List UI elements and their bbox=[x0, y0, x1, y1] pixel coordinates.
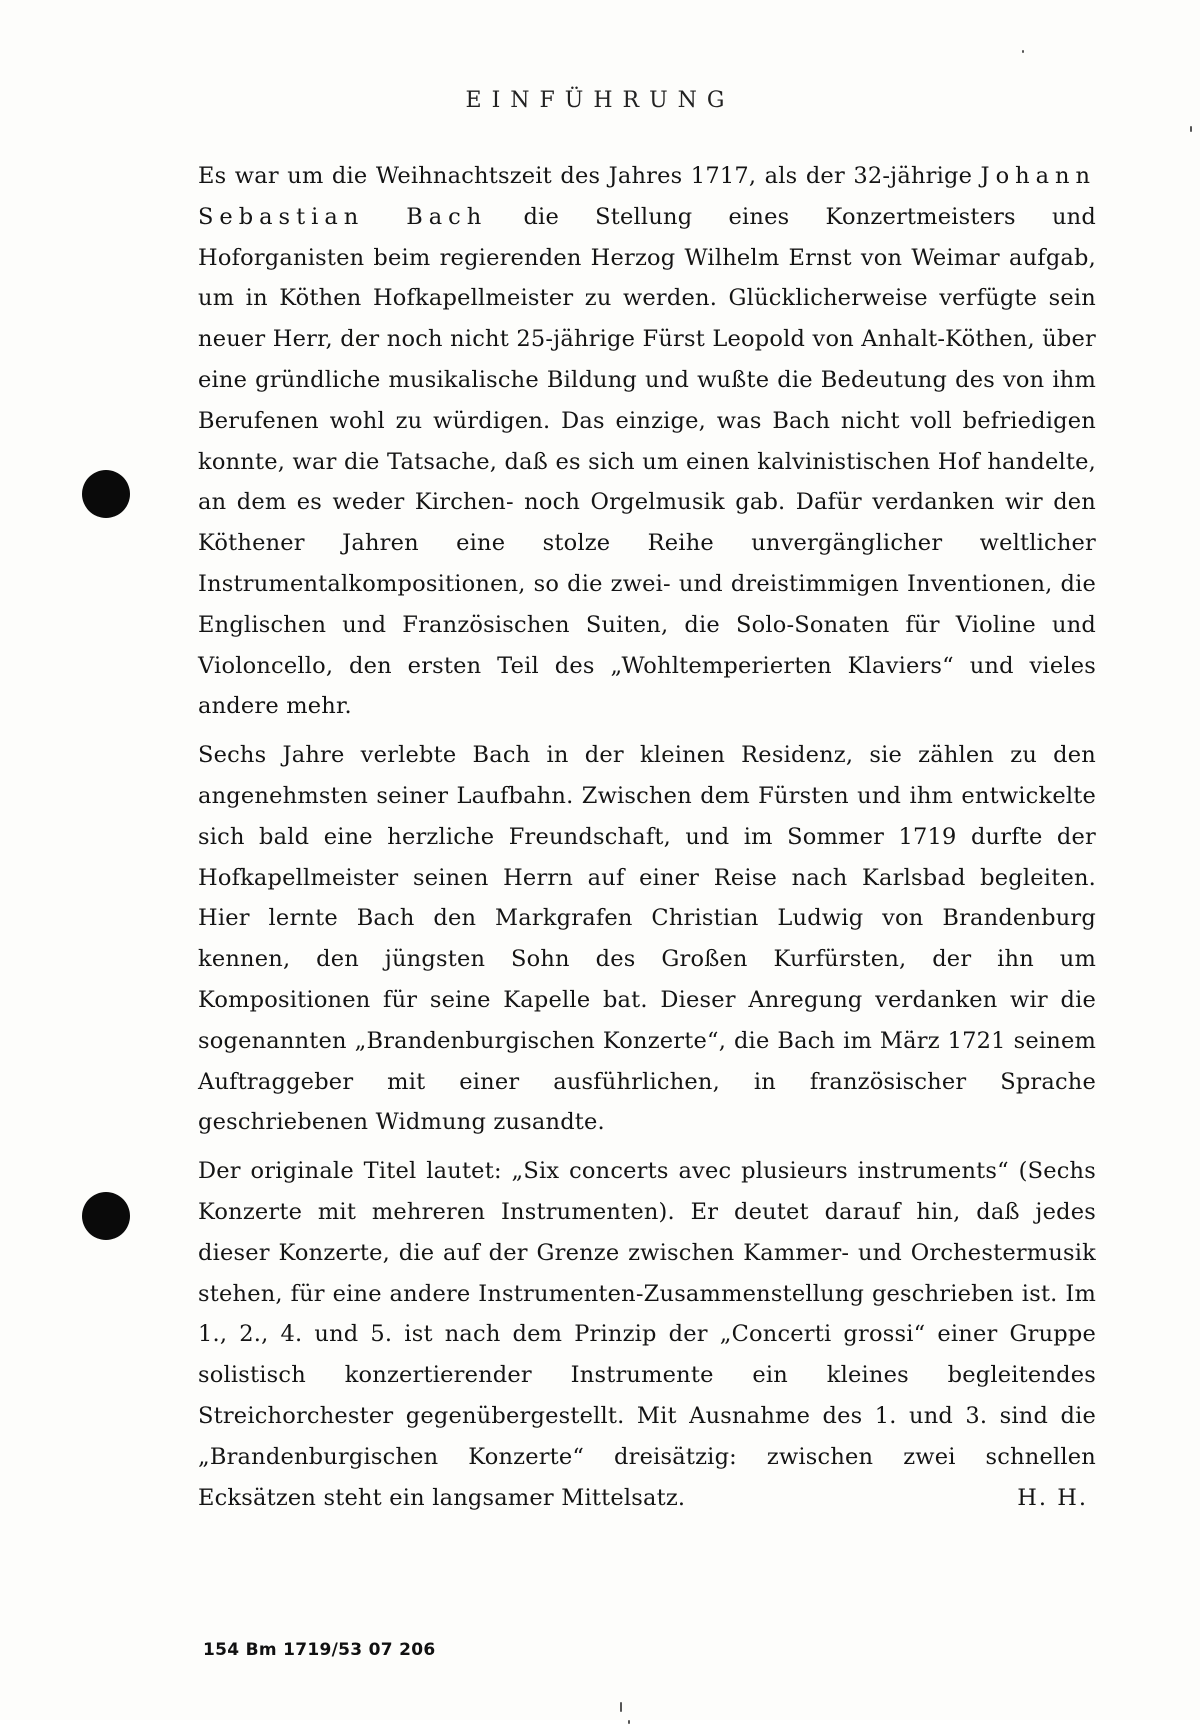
paragraph-text: die Stellung eines Konzertmeisters und Hoforganisten beim regierenden Herzog Wilhelm Ernst von Weimar aufgab, um in Köthen Hofkapellmeister zu werden. Glücklicherweise verfügte sein neuer Herr, der noch nicht 25-jährige Fürst Leopold von Anhalt-Köthen, über eine gründliche musikalische Bildung und wußte die Bedeutung des von ihm Berufenen wohl zu würdigen. Das einzige, was Bach nicht voll befriedigen konnte, war die Tatsache, daß es sich um einen kalvinistischen Hof handelte, an dem es weder Kirchen- noch Orgelmusik gab. Dafür verdanken wir den Köthener Jahren eine stolze Reihe unvergänglicher weltlicher Instrumentalkompositionen, so die zwei- und dreistimmigen Inventionen, die Englischen und Französischen Suiten, die Solo-Sonaten für Violine und Violoncello, den ersten Teil des „Wohltemperierten Klaviers“ und vieles andere mehr. bbox=[198, 203, 1096, 720]
scan-speck bbox=[1022, 50, 1024, 53]
body-text bbox=[198, 156, 1096, 1526]
page-title: EINFÜHRUNG bbox=[465, 88, 735, 113]
scan-speck bbox=[628, 1720, 630, 1724]
paragraph bbox=[198, 156, 1096, 727]
paragraph-text: Es war um die Weihnachtszeit des Jahres 1717, als der 32-jährige bbox=[198, 163, 981, 189]
paragraph bbox=[198, 735, 1096, 1143]
catalog-number: 154 Bm 1719/53 07 206 bbox=[203, 1640, 436, 1660]
paragraph-text: Der originale Titel lautet: „Six concerts avec plusieurs instruments“ (Sechs Konzerte mit mehreren Instrumenten). Er deutet darauf hin, daß jedes dieser Konzerte, die auf der Grenze zwischen Kammer- und Orchestermusik stehen, für eine andere Instrumenten-Zusammenstellung geschrieben ist. Im 1., 2., 4. und 5. ist nach dem Prinzip der „Concerti grossi“ einer Gruppe solistisch konzertierender Instrumente ein kleines begleitendes Streichorchester gegenübergestellt. Mit Ausnahme des 1. und 3. sind die „Brandenburgischen Konzerte“ dreisätzig: zwischen zwei schnellen Ecksätzen steht ein langsamer Mittelsatz. bbox=[198, 1158, 1096, 1511]
scan-speck bbox=[620, 1702, 622, 1712]
author-initials: H. H. bbox=[1017, 1484, 1088, 1511]
paragraph-text: Sechs Jahre verlebte Bach in der kleinen Residenz, sie zählen zu den angenehmsten seiner Laufbahn. Zwischen dem Fürsten und ihm entwickelte sich bald eine herzliche Freundschaft, und im Sommer 1719 durfte der Hofkapellmeister seinen Herrn auf einer Reise nach Karlsbad begleiten. Hier lernte Bach den Markgrafen Christian Ludwig von Brandenburg kennen, den jüngsten Sohn des Großen Kurfürsten, der ihn um Kompositionen für seine Kapelle bat. Dieser Anregung verdanken wir die sogenannten „Brandenburgischen Konzerte“, die Bach im März 1721 seinem Auftraggeber mit einer ausführlichen, in französischer Sprache geschriebenen Widmung zusandte. bbox=[198, 742, 1096, 1136]
punch-hole-bottom bbox=[82, 1192, 130, 1240]
paragraph bbox=[198, 1151, 1096, 1518]
composer-name: Johann Sebastian Bach bbox=[198, 163, 1096, 230]
scan-speck bbox=[1190, 126, 1192, 132]
punch-hole-top bbox=[82, 470, 130, 518]
